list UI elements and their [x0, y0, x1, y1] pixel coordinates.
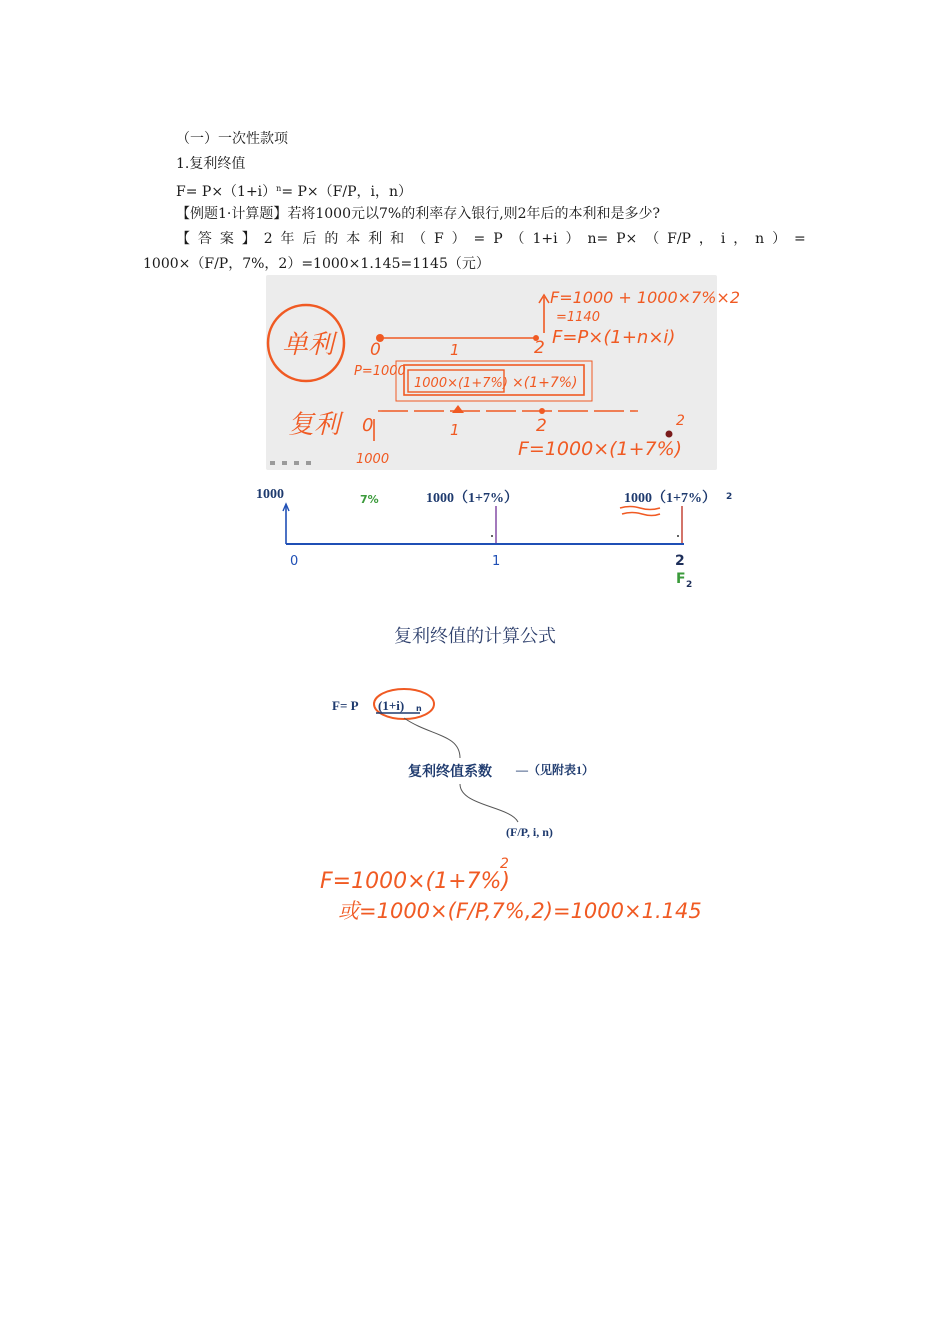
timeline-tick2: 2: [675, 553, 685, 569]
answer-token: i: [720, 231, 726, 247]
simple-f-expression: F=1000 + 1000×7%×2: [550, 288, 740, 307]
answer-token: 2: [263, 231, 273, 247]
toolbar-pen-icon[interactable]: [270, 461, 275, 465]
compound-principal: 1000: [356, 452, 390, 467]
whiteboard-drawing: [266, 275, 740, 470]
toolbar-shape-icon[interactable]: [294, 461, 299, 465]
compound-formula: [176, 180, 412, 201]
compound-end-dot: [539, 408, 545, 414]
answer-justified: [176, 230, 806, 248]
simple-f-result: =1140: [556, 310, 600, 325]
answer-token: 【: [176, 231, 190, 247]
answer-token: 后: [302, 231, 317, 247]
simple-tick1: 1: [450, 341, 460, 359]
answer-token: ）: [772, 231, 787, 247]
future-value-subscript: 2: [686, 580, 693, 590]
answer-token: n: [755, 231, 765, 247]
answer-continuation: 1000×（F/P，7%，2）=1000×1.145=1145（元）: [143, 256, 490, 272]
answer-token: =: [794, 231, 806, 247]
toolbar-eraser-icon[interactable]: [282, 461, 287, 465]
answer-token: ，: [733, 231, 748, 247]
formula-diagram: [320, 676, 700, 932]
cashflow-timeline: [250, 478, 750, 594]
simple-tick0: 0: [370, 340, 381, 360]
diagram-title: 复利终值的计算公式: [394, 626, 556, 647]
future-value-label: F: [676, 571, 686, 587]
answer-token: n=: [587, 231, 609, 247]
simple-formula: F=P×(1+n×i): [552, 327, 676, 348]
whiteboard-toolbar[interactable]: [270, 461, 311, 465]
compound-tick1: 1: [450, 421, 460, 439]
toolbar-arrow-icon[interactable]: [306, 461, 311, 465]
coefficient-symbol: (F/P, i, n): [506, 825, 553, 839]
example-question: 【例题1·计算题】若将1000元以7%的利率存入银行,则2年后的本利和是多少?: [176, 206, 661, 222]
compound-interest-label: 复利: [288, 410, 341, 440]
answer-token: 1+i: [532, 231, 558, 247]
answer-token: F: [433, 231, 444, 247]
simple-tick2: 2: [534, 338, 545, 358]
connector-top: [404, 718, 460, 758]
connector-bottom: [460, 784, 518, 822]
simple-interest-label: 单利: [282, 330, 335, 360]
compound-tick0: 0: [362, 415, 374, 436]
timeline-start-value: 1000: [256, 487, 284, 502]
answer-token: 利: [368, 231, 383, 247]
end-value-underline-2: [622, 513, 660, 516]
handwritten-line2: 或=1000×(F/P,7%,2)=1000×1.145: [338, 899, 702, 923]
answer-token: 案: [219, 231, 234, 247]
timeline-mid-value: 1000（1+7%）: [426, 491, 518, 506]
answer-token: 】: [241, 231, 256, 247]
diagram-formula-left: F= P: [332, 698, 359, 713]
formula-suffix: = P×（F/P，i，n）: [281, 184, 413, 200]
answer-token: 年: [280, 231, 295, 247]
answer-token: 和: [390, 231, 405, 247]
period2-dot: [677, 535, 679, 537]
diagram-formula-circled: (1+i): [378, 698, 405, 713]
box-outer-expression: ×(1+7%): [512, 375, 578, 391]
whiteboard-photo: [266, 275, 740, 470]
answer-token: ）: [565, 231, 580, 247]
compound-f-exponent: 2: [676, 413, 685, 429]
handwritten-line1-exponent: 2: [500, 856, 509, 872]
timeline-end-value: 1000（1+7%）: [624, 491, 716, 506]
handwritten-line1: F=1000×(1+7%): [320, 869, 511, 894]
subsection-heading: 1.复利终值: [176, 156, 246, 172]
coefficient-note: —（见附表1）: [516, 763, 595, 777]
timeline-rate: 7%: [360, 493, 379, 506]
end-value-underline-1: [620, 507, 660, 510]
answer-token: （: [645, 231, 660, 247]
compound-f-expression: F=1000×(1+7%): [518, 438, 683, 460]
compound-tick2: 2: [536, 416, 547, 436]
principal-label: P=1000: [354, 364, 406, 379]
coefficient-label: 复利终值系数: [408, 764, 492, 780]
section-heading: （一）一次性款项: [176, 131, 288, 147]
answer-token: ，: [698, 231, 713, 247]
formula-exponent: n: [276, 184, 282, 193]
timeline-end-exponent: 2: [726, 492, 733, 502]
answer-token: 答: [197, 231, 212, 247]
answer-token: 的: [324, 231, 339, 247]
answer-token: F/P: [667, 231, 691, 247]
diagram-formula-exponent: n: [416, 704, 422, 713]
answer-token: （: [510, 231, 525, 247]
answer-token: ）: [451, 231, 466, 247]
cursor-dot: [666, 431, 673, 438]
timeline-tick1: 1: [492, 554, 501, 569]
timeline-tick0: 0: [290, 554, 299, 569]
formula-prefix: F= P×（1+i）: [176, 184, 277, 200]
period1-dot: [491, 535, 493, 537]
answer-token: （: [412, 231, 427, 247]
answer-line: [176, 230, 806, 248]
answer-token: =: [473, 231, 486, 247]
box-inner-expression: 1000×(1+7%): [414, 376, 508, 391]
answer-token: 本: [346, 231, 361, 247]
answer-token: P×: [616, 231, 638, 247]
answer-token: P: [493, 231, 503, 247]
compound-mid-marker: [452, 405, 464, 413]
